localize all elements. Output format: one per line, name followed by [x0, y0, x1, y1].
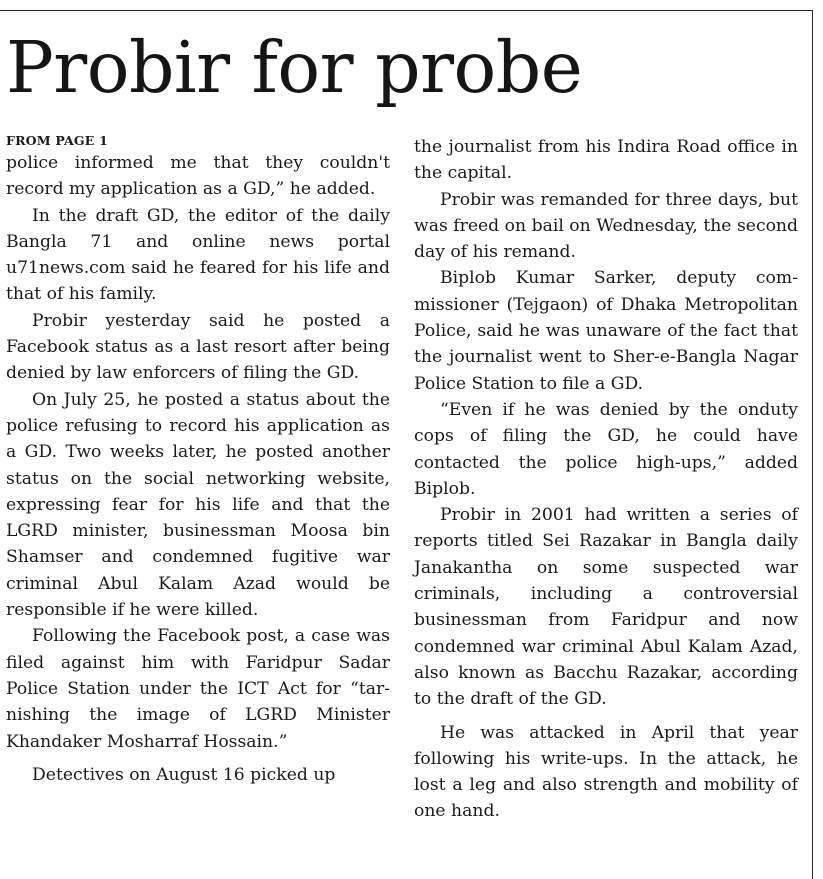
paragraph: “Even if he was denied by the onduty cops of filing the GD, he could have contacted the police high-ups,” added Biplob.: [414, 399, 798, 499]
paragraph: He was attacked in April that year following his write-ups. In the attack, he lost a leg and also strength and mobility of one hand.: [414, 722, 798, 822]
headline: Probir for probe: [6, 26, 583, 109]
paragraph: the journalist from his Indira Road office in the capital.: [414, 137, 798, 184]
paragraph: Detectives on August 16 picked up: [32, 764, 336, 785]
paragraph: police informed me that they couldn't record my application as a GD,” he added.: [6, 153, 390, 200]
paragraph: Probir yesterday said he posted a Facebook status as a last resort after being denied by law enforcers of filing the GD.: [6, 310, 390, 384]
paragraph: Probir was remanded for three days, but was freed on bail on Wednesday, the second day of his remand.: [414, 189, 798, 263]
continuation-label: FROM PAGE 1: [6, 133, 108, 148]
paragraph: Probir in 2001 had written a series of reports titled Sei Razakar in Bangla daily Janakantha on some suspected war criminals, including a controversial businessman from Faridpur and now condemned war criminal Abul Kalam Azad, also known as Bacchu Razakar, according to the draft of the GD.: [414, 505, 798, 710]
right-column: [414, 134, 798, 825]
paragraph: On July 25, he posted a status about the police refusing to record his application as a GD. Two weeks later, he posted another status on the social networking website, expressing fear for his life and that the LGRD minister, businessman Moosa bin Shamser and condemned fugitive war criminal Abul Kalam Azad would be responsible if he were killed.: [6, 389, 390, 621]
left-column: [6, 132, 390, 788]
paragraph: Biplob Kumar Sarker, deputy commissioner (Tejgaon) of Dhaka Metropolitan Police, said he was unaware of the fact that the journalist went to Sher-e-Bangla Nagar Police Station to file a GD.: [414, 268, 798, 394]
paragraph: In the draft GD, the editor of the daily Bangla 71 and online news portal u71news.com said he feared for his life and that of his family.: [6, 205, 390, 305]
paragraph: Following the Facebook post, a case was filed against him with Faridpur Sadar Police Station under the ICT Act for “tarnishing the image of LGRD Minister Khandaker Mosharraf Hossain.”: [6, 626, 390, 752]
